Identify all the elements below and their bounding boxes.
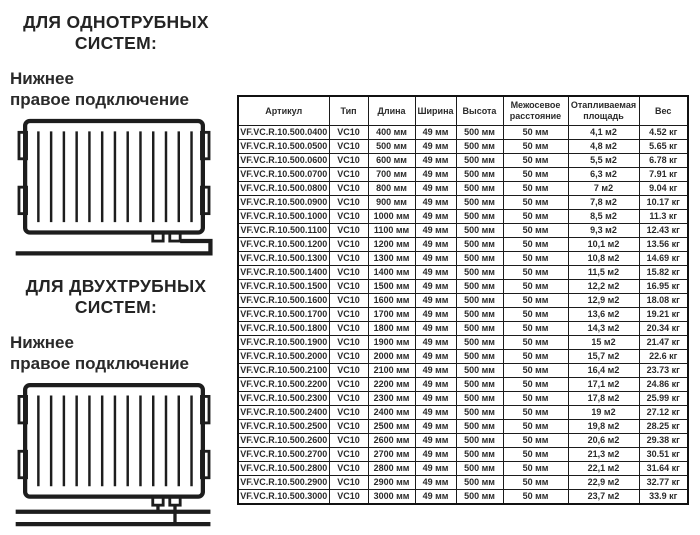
table-cell: VF.VC.R.10.500.1700: [238, 308, 329, 322]
table-cell: 22,9 м2: [568, 476, 639, 490]
table-cell: 21.47 кг: [639, 336, 688, 350]
table-cell: 12,9 м2: [568, 294, 639, 308]
table-cell: 500 мм: [456, 420, 503, 434]
double-pipe-section: [10, 276, 222, 531]
table-cell: 15.82 кг: [639, 266, 688, 280]
table-cell: 7 м2: [568, 182, 639, 196]
table-row: [238, 140, 688, 154]
table-row: [238, 196, 688, 210]
subtitle-line: Нижнее: [10, 332, 74, 352]
table-cell: 50 мм: [503, 336, 568, 350]
table-cell: VF.VC.R.10.500.2300: [238, 392, 329, 406]
table-cell: 19.21 кг: [639, 308, 688, 322]
table-cell: 500 мм: [456, 350, 503, 364]
table-cell: VC10: [329, 182, 368, 196]
table-cell: 49 мм: [415, 490, 456, 505]
table-cell: 500 мм: [456, 406, 503, 420]
table-cell: 7,8 м2: [568, 196, 639, 210]
table-cell: 500 мм: [456, 168, 503, 182]
table-cell: 50 мм: [503, 350, 568, 364]
table-cell: VF.VC.R.10.500.1600: [238, 294, 329, 308]
table-cell: 500 мм: [456, 448, 503, 462]
table-cell: 49 мм: [415, 252, 456, 266]
single-pipe-subtitle: [10, 68, 222, 112]
table-cell: 13.56 кг: [639, 238, 688, 252]
table-cell: 17,8 м2: [568, 392, 639, 406]
table-cell: 49 мм: [415, 224, 456, 238]
table-cell: VC10: [329, 126, 368, 140]
table-cell: 17,1 м2: [568, 378, 639, 392]
subtitle-line: правое подключение: [10, 354, 189, 374]
table-cell: 25.99 кг: [639, 392, 688, 406]
table-cell: 20,6 м2: [568, 434, 639, 448]
table-cell: 500 мм: [456, 434, 503, 448]
table-cell: 50 мм: [503, 168, 568, 182]
table-cell: VC10: [329, 252, 368, 266]
table-cell: 50 мм: [503, 294, 568, 308]
table-cell: VF.VC.R.10.500.1100: [238, 224, 329, 238]
table-cell: 500 мм: [456, 336, 503, 350]
table-cell: 500 мм: [456, 490, 503, 505]
table-cell: VC10: [329, 154, 368, 168]
table-cell: 12,2 м2: [568, 280, 639, 294]
table-cell: 50 мм: [503, 280, 568, 294]
column-header-axial-distance: Межосевое расстояние: [503, 96, 568, 126]
table-cell: 49 мм: [415, 308, 456, 322]
table-cell: VC10: [329, 336, 368, 350]
table-cell: 500 мм: [456, 322, 503, 336]
table-cell: 1400 мм: [368, 266, 415, 280]
table-cell: 49 мм: [415, 364, 456, 378]
table-cell: 500 мм: [456, 294, 503, 308]
table-cell: 50 мм: [503, 476, 568, 490]
table-row: [238, 308, 688, 322]
table-cell: 50 мм: [503, 322, 568, 336]
table-cell: 1700 мм: [368, 308, 415, 322]
table-cell: 500 мм: [456, 196, 503, 210]
table-cell: 2800 мм: [368, 462, 415, 476]
table-cell: 50 мм: [503, 420, 568, 434]
table-row: [238, 126, 688, 140]
table-cell: 1000 мм: [368, 210, 415, 224]
table-cell: 12.43 кг: [639, 224, 688, 238]
table-cell: 500 мм: [456, 210, 503, 224]
table-cell: VC10: [329, 350, 368, 364]
table-row: [238, 350, 688, 364]
table-cell: 23.73 кг: [639, 364, 688, 378]
table-cell: 500 мм: [456, 266, 503, 280]
single-pipe-title: [10, 12, 222, 55]
table-cell: VF.VC.R.10.500.1300: [238, 252, 329, 266]
table-cell: 500 мм: [456, 280, 503, 294]
table-cell: 29.38 кг: [639, 434, 688, 448]
table-cell: 10,1 м2: [568, 238, 639, 252]
column-header-type: Тип: [329, 96, 368, 126]
table-cell: 500 мм: [456, 154, 503, 168]
table-cell: 2200 мм: [368, 378, 415, 392]
table-cell: 2600 мм: [368, 434, 415, 448]
table-cell: VC10: [329, 140, 368, 154]
spec-table-container: [237, 95, 687, 505]
table-cell: VC10: [329, 266, 368, 280]
table-cell: 49 мм: [415, 448, 456, 462]
table-cell: VF.VC.R.10.500.2200: [238, 378, 329, 392]
table-cell: VF.VC.R.10.500.3000: [238, 490, 329, 505]
table-cell: 49 мм: [415, 280, 456, 294]
table-cell: 500 мм: [456, 126, 503, 140]
table-cell: 2500 мм: [368, 420, 415, 434]
table-cell: 1600 мм: [368, 294, 415, 308]
table-cell: 18.08 кг: [639, 294, 688, 308]
table-cell: 600 мм: [368, 154, 415, 168]
table-cell: VF.VC.R.10.500.1500: [238, 280, 329, 294]
table-cell: 49 мм: [415, 168, 456, 182]
table-cell: 9.04 кг: [639, 182, 688, 196]
table-row: [238, 476, 688, 490]
table-cell: 6,3 м2: [568, 168, 639, 182]
table-cell: 1800 мм: [368, 322, 415, 336]
table-cell: 5.65 кг: [639, 140, 688, 154]
table-cell: 14.69 кг: [639, 252, 688, 266]
table-cell: 15 м2: [568, 336, 639, 350]
table-cell: VF.VC.R.10.500.2800: [238, 462, 329, 476]
table-cell: 49 мм: [415, 126, 456, 140]
table-cell: 1300 мм: [368, 252, 415, 266]
table-row: [238, 448, 688, 462]
table-cell: 19 м2: [568, 406, 639, 420]
table-cell: VC10: [329, 224, 368, 238]
table-cell: 22.6 кг: [639, 350, 688, 364]
table-cell: 49 мм: [415, 336, 456, 350]
column-header-heated-area: Отапливаемая площадь: [568, 96, 639, 126]
table-cell: VC10: [329, 364, 368, 378]
table-cell: 900 мм: [368, 196, 415, 210]
title-line: ДЛЯ ОДНОТРУБНЫХ: [23, 12, 209, 32]
table-row: [238, 154, 688, 168]
title-line: ДЛЯ ДВУХТРУБНЫХ: [25, 276, 207, 296]
table-cell: VC10: [329, 168, 368, 182]
table-cell: 49 мм: [415, 322, 456, 336]
table-cell: 15,7 м2: [568, 350, 639, 364]
column-header-weight: Вес: [639, 96, 688, 126]
table-cell: VC10: [329, 196, 368, 210]
table-row: [238, 168, 688, 182]
table-row: [238, 462, 688, 476]
table-cell: VF.VC.R.10.500.1800: [238, 322, 329, 336]
table-cell: 49 мм: [415, 392, 456, 406]
table-cell: 32.77 кг: [639, 476, 688, 490]
table-cell: VF.VC.R.10.500.0400: [238, 126, 329, 140]
table-cell: 50 мм: [503, 182, 568, 196]
table-cell: 500 мм: [456, 238, 503, 252]
table-row: [238, 434, 688, 448]
table-cell: VF.VC.R.10.500.1000: [238, 210, 329, 224]
table-cell: 500 мм: [456, 378, 503, 392]
table-cell: 500 мм: [456, 252, 503, 266]
table-cell: VC10: [329, 392, 368, 406]
table-cell: 1100 мм: [368, 224, 415, 238]
table-cell: 700 мм: [368, 168, 415, 182]
table-cell: VF.VC.R.10.500.2700: [238, 448, 329, 462]
table-cell: 49 мм: [415, 266, 456, 280]
table-cell: 500 мм: [456, 364, 503, 378]
table-cell: VF.VC.R.10.500.0800: [238, 182, 329, 196]
spec-table: [237, 95, 689, 505]
table-cell: 4.52 кг: [639, 126, 688, 140]
table-cell: 27.12 кг: [639, 406, 688, 420]
table-cell: 2000 мм: [368, 350, 415, 364]
title-line: СИСТЕМ:: [74, 297, 158, 318]
table-cell: 6.78 кг: [639, 154, 688, 168]
table-cell: 49 мм: [415, 476, 456, 490]
table-cell: 50 мм: [503, 378, 568, 392]
table-cell: VC10: [329, 238, 368, 252]
subtitle-line: Нижнее: [10, 68, 74, 88]
table-cell: 19,8 м2: [568, 420, 639, 434]
spec-table-body: [238, 126, 688, 505]
table-cell: 49 мм: [415, 196, 456, 210]
column-header-height: Высота: [456, 96, 503, 126]
table-cell: VF.VC.R.10.500.0500: [238, 140, 329, 154]
table-cell: 49 мм: [415, 238, 456, 252]
table-cell: VC10: [329, 434, 368, 448]
table-cell: VF.VC.R.10.500.0900: [238, 196, 329, 210]
table-row: [238, 406, 688, 420]
table-cell: 22,1 м2: [568, 462, 639, 476]
table-cell: 49 мм: [415, 350, 456, 364]
table-cell: VF.VC.R.10.500.2500: [238, 420, 329, 434]
table-cell: 50 мм: [503, 196, 568, 210]
table-row: [238, 210, 688, 224]
table-cell: 500 мм: [456, 476, 503, 490]
table-cell: 28.25 кг: [639, 420, 688, 434]
table-row: [238, 182, 688, 196]
table-cell: 50 мм: [503, 252, 568, 266]
table-row: [238, 490, 688, 505]
table-cell: 2400 мм: [368, 406, 415, 420]
table-cell: VF.VC.R.10.500.0600: [238, 154, 329, 168]
table-cell: VF.VC.R.10.500.2000: [238, 350, 329, 364]
table-cell: 50 мм: [503, 266, 568, 280]
table-cell: 50 мм: [503, 140, 568, 154]
table-cell: 50 мм: [503, 224, 568, 238]
table-cell: VF.VC.R.10.500.2600: [238, 434, 329, 448]
table-cell: 500 мм: [456, 224, 503, 238]
table-cell: 50 мм: [503, 238, 568, 252]
table-cell: 2100 мм: [368, 364, 415, 378]
table-cell: 3000 мм: [368, 490, 415, 505]
table-cell: 5,5 м2: [568, 154, 639, 168]
column-header-width: Ширина: [415, 96, 456, 126]
single-pipe-section: [10, 12, 222, 263]
table-row: [238, 238, 688, 252]
table-row: [238, 364, 688, 378]
table-cell: 50 мм: [503, 462, 568, 476]
table-cell: VC10: [329, 490, 368, 505]
table-cell: 500 мм: [456, 182, 503, 196]
table-cell: 1200 мм: [368, 238, 415, 252]
table-cell: 23,7 м2: [568, 490, 639, 505]
table-cell: 2700 мм: [368, 448, 415, 462]
table-cell: VF.VC.R.10.500.1900: [238, 336, 329, 350]
table-row: [238, 280, 688, 294]
table-cell: VF.VC.R.10.500.0700: [238, 168, 329, 182]
table-cell: 800 мм: [368, 182, 415, 196]
table-cell: VF.VC.R.10.500.2900: [238, 476, 329, 490]
table-cell: VF.VC.R.10.500.2400: [238, 406, 329, 420]
table-cell: 500 мм: [456, 308, 503, 322]
double-pipe-title: [10, 276, 222, 319]
table-cell: VC10: [329, 308, 368, 322]
table-cell: 2900 мм: [368, 476, 415, 490]
table-cell: 10,8 м2: [568, 252, 639, 266]
table-cell: 50 мм: [503, 154, 568, 168]
table-row: [238, 266, 688, 280]
table-cell: 50 мм: [503, 210, 568, 224]
table-cell: VF.VC.R.10.500.2100: [238, 364, 329, 378]
table-cell: 8,5 м2: [568, 210, 639, 224]
table-cell: 49 мм: [415, 406, 456, 420]
radiator-bottom-right-double-pipe-diagram-icon: [10, 381, 218, 531]
table-cell: 49 мм: [415, 182, 456, 196]
table-cell: VF.VC.R.10.500.1400: [238, 266, 329, 280]
table-cell: 49 мм: [415, 462, 456, 476]
table-cell: 49 мм: [415, 154, 456, 168]
table-cell: 24.86 кг: [639, 378, 688, 392]
table-cell: VC10: [329, 448, 368, 462]
table-cell: 7.91 кг: [639, 168, 688, 182]
table-cell: 1500 мм: [368, 280, 415, 294]
table-cell: 4,8 м2: [568, 140, 639, 154]
table-cell: 10.17 кг: [639, 196, 688, 210]
table-cell: 49 мм: [415, 210, 456, 224]
table-cell: 21,3 м2: [568, 448, 639, 462]
table-cell: 50 мм: [503, 126, 568, 140]
table-cell: VC10: [329, 322, 368, 336]
table-cell: 50 мм: [503, 490, 568, 505]
table-cell: 31.64 кг: [639, 462, 688, 476]
table-cell: 500 мм: [456, 392, 503, 406]
table-cell: VC10: [329, 280, 368, 294]
table-cell: 4,1 м2: [568, 126, 639, 140]
table-cell: VC10: [329, 462, 368, 476]
table-cell: 13,6 м2: [568, 308, 639, 322]
table-cell: VC10: [329, 378, 368, 392]
table-cell: 33.9 кг: [639, 490, 688, 505]
table-cell: VC10: [329, 420, 368, 434]
table-cell: 14,3 м2: [568, 322, 639, 336]
table-cell: 2300 мм: [368, 392, 415, 406]
table-cell: VC10: [329, 406, 368, 420]
table-cell: 50 мм: [503, 392, 568, 406]
table-cell: VC10: [329, 476, 368, 490]
table-cell: 11.3 кг: [639, 210, 688, 224]
table-cell: 1900 мм: [368, 336, 415, 350]
table-cell: VC10: [329, 294, 368, 308]
table-row: [238, 322, 688, 336]
table-cell: 50 мм: [503, 434, 568, 448]
column-header-length: Длина: [368, 96, 415, 126]
subtitle-line: правое подключение: [10, 90, 189, 110]
table-row: [238, 420, 688, 434]
table-cell: 30.51 кг: [639, 448, 688, 462]
table-header-row: [238, 96, 688, 126]
table-row: [238, 294, 688, 308]
radiator-bottom-right-single-pipe-diagram-icon: [10, 117, 218, 263]
table-cell: 500 мм: [368, 140, 415, 154]
table-cell: 50 мм: [503, 364, 568, 378]
table-cell: VC10: [329, 210, 368, 224]
column-header-article: Артикул: [238, 96, 329, 126]
table-row: [238, 392, 688, 406]
table-row: [238, 336, 688, 350]
table-cell: 49 мм: [415, 434, 456, 448]
table-cell: 500 мм: [456, 462, 503, 476]
table-cell: 50 мм: [503, 448, 568, 462]
table-cell: 49 мм: [415, 294, 456, 308]
table-cell: 11,5 м2: [568, 266, 639, 280]
title-line: СИСТЕМ:: [74, 33, 158, 54]
table-cell: 500 мм: [456, 140, 503, 154]
table-cell: 20.34 кг: [639, 322, 688, 336]
table-cell: 16.95 кг: [639, 280, 688, 294]
table-row: [238, 224, 688, 238]
table-cell: 9,3 м2: [568, 224, 639, 238]
table-cell: 49 мм: [415, 140, 456, 154]
double-pipe-subtitle: [10, 332, 222, 376]
table-row: [238, 378, 688, 392]
table-cell: 50 мм: [503, 406, 568, 420]
table-row: [238, 252, 688, 266]
table-cell: 50 мм: [503, 308, 568, 322]
table-cell: 49 мм: [415, 420, 456, 434]
table-cell: 16,4 м2: [568, 364, 639, 378]
table-cell: 400 мм: [368, 126, 415, 140]
table-cell: 49 мм: [415, 378, 456, 392]
table-cell: VF.VC.R.10.500.1200: [238, 238, 329, 252]
